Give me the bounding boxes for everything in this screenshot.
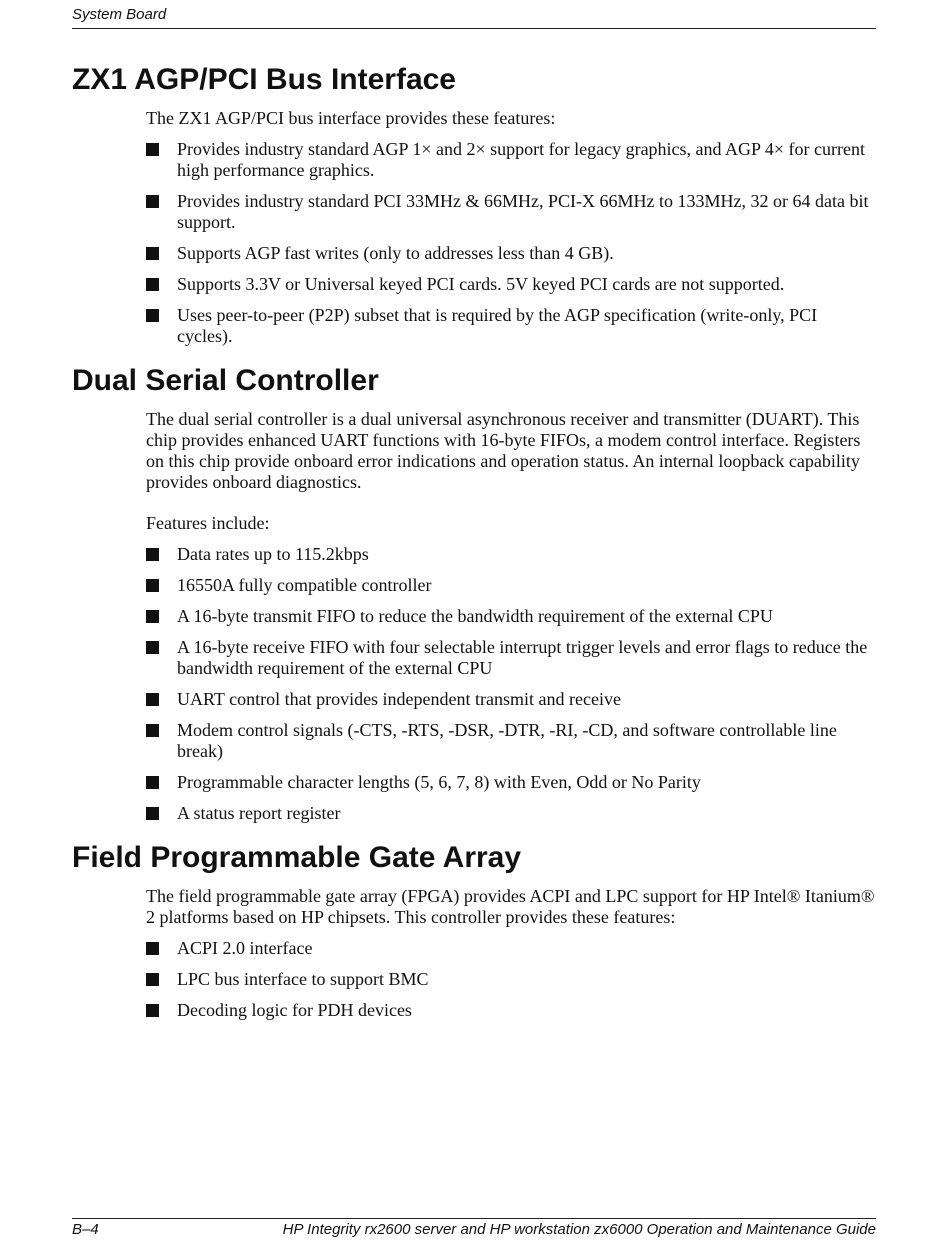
list-item-text: ACPI 2.0 interface bbox=[177, 938, 313, 958]
list-item bbox=[146, 606, 876, 627]
section-title: Dual Serial Controller bbox=[72, 364, 379, 397]
list-item bbox=[146, 637, 876, 679]
square-bullet-icon bbox=[146, 641, 159, 654]
list-item-text: Provides industry standard AGP 1× and 2× support for legacy graphics, and AGP 4× for current high performance graphics. bbox=[177, 139, 865, 180]
list-item bbox=[146, 803, 876, 824]
section-body bbox=[146, 409, 876, 824]
list-item-text: Decoding logic for PDH devices bbox=[177, 1000, 412, 1020]
list-item bbox=[146, 938, 876, 959]
running-footer bbox=[72, 1218, 876, 1240]
square-bullet-icon bbox=[146, 942, 159, 955]
list-item bbox=[146, 720, 876, 762]
square-bullet-icon bbox=[146, 1004, 159, 1017]
list-item-text: UART control that provides independent transmit and receive bbox=[177, 689, 621, 709]
list-item-text: A 16-byte transmit FIFO to reduce the bandwidth requirement of the external CPU bbox=[177, 606, 773, 626]
list-item-text: Data rates up to 115.2kbps bbox=[177, 544, 369, 564]
square-bullet-icon bbox=[146, 973, 159, 986]
page-number: B–4 bbox=[72, 1221, 99, 1238]
list-item bbox=[146, 544, 876, 565]
list-item-text: Supports AGP fast writes (only to addresses less than 4 GB). bbox=[177, 243, 614, 263]
list-item-text: Supports 3.3V or Universal keyed PCI cards. 5V keyed PCI cards are not supported. bbox=[177, 274, 785, 294]
square-bullet-icon bbox=[146, 693, 159, 706]
section-title: ZX1 AGP/PCI Bus Interface bbox=[72, 63, 456, 96]
list-item bbox=[146, 575, 876, 596]
section-intro: The field programmable gate array (FPGA) provides ACPI and LPC support for HP Intel® Itanium® 2 platforms based on HP chipsets. This controller provides these features: bbox=[146, 886, 875, 927]
section-intro: Features include: bbox=[146, 513, 270, 533]
list-item-text: Uses peer-to-peer (P2P) subset that is required by the AGP specification (write-only, PCI cycles). bbox=[177, 305, 818, 346]
list-item-text: A status report register bbox=[177, 803, 341, 823]
list-item-text: Provides industry standard PCI 33MHz & 66MHz, PCI-X 66MHz to 133MHz, 32 or 64 data bit support. bbox=[177, 191, 869, 232]
list-item bbox=[146, 305, 876, 347]
square-bullet-icon bbox=[146, 807, 159, 820]
section-zx1-agp-pci bbox=[72, 60, 876, 347]
list-item-text: Modem control signals (-CTS, -RTS, -DSR, -DTR, -RI, -CD, and software controllable line break) bbox=[177, 720, 837, 761]
square-bullet-icon bbox=[146, 579, 159, 592]
feature-list bbox=[146, 544, 876, 824]
section-paragraph: The dual serial controller is a dual universal asynchronous receiver and transmitter (DUART). This chip provides enhanced UART functions with 16-byte FIFOs, a modem control interface. Registers on this chip provide onboard error indications and operation status. An internal loopback capability provides onboard diagnostics. bbox=[146, 409, 861, 492]
section-intro: The ZX1 AGP/PCI bus interface provides these features: bbox=[146, 108, 556, 128]
document-title: HP Integrity rx2600 server and HP workstation zx6000 Operation and Maintenance Guide bbox=[282, 1221, 876, 1238]
square-bullet-icon bbox=[146, 143, 159, 156]
list-item bbox=[146, 274, 876, 295]
section-title: Field Programmable Gate Array bbox=[72, 841, 522, 874]
running-header bbox=[72, 5, 876, 29]
feature-list bbox=[146, 938, 876, 1021]
page-content bbox=[72, 60, 876, 1031]
list-item bbox=[146, 772, 876, 793]
header-section-label: System Board bbox=[72, 6, 167, 23]
section-body bbox=[146, 108, 876, 347]
list-item-text: Programmable character lengths (5, 6, 7, 8) with Even, Odd or No Parity bbox=[177, 772, 701, 792]
section-dual-serial-controller bbox=[72, 361, 876, 824]
square-bullet-icon bbox=[146, 548, 159, 561]
square-bullet-icon bbox=[146, 724, 159, 737]
square-bullet-icon bbox=[146, 195, 159, 208]
section-fpga bbox=[72, 838, 876, 1021]
square-bullet-icon bbox=[146, 610, 159, 623]
feature-list bbox=[146, 139, 876, 347]
list-item bbox=[146, 139, 876, 181]
list-item-text: LPC bus interface to support BMC bbox=[177, 969, 429, 989]
square-bullet-icon bbox=[146, 776, 159, 789]
section-body bbox=[146, 886, 876, 1021]
square-bullet-icon bbox=[146, 309, 159, 322]
list-item bbox=[146, 689, 876, 710]
square-bullet-icon bbox=[146, 278, 159, 291]
list-item bbox=[146, 1000, 876, 1021]
square-bullet-icon bbox=[146, 247, 159, 260]
list-item bbox=[146, 969, 876, 990]
list-item-text: 16550A fully compatible controller bbox=[177, 575, 432, 595]
list-item-text: A 16-byte receive FIFO with four selectable interrupt trigger levels and error flags to reduce the bandwidth requirement of the external CPU bbox=[177, 637, 868, 678]
list-item bbox=[146, 191, 876, 233]
list-item bbox=[146, 243, 876, 264]
